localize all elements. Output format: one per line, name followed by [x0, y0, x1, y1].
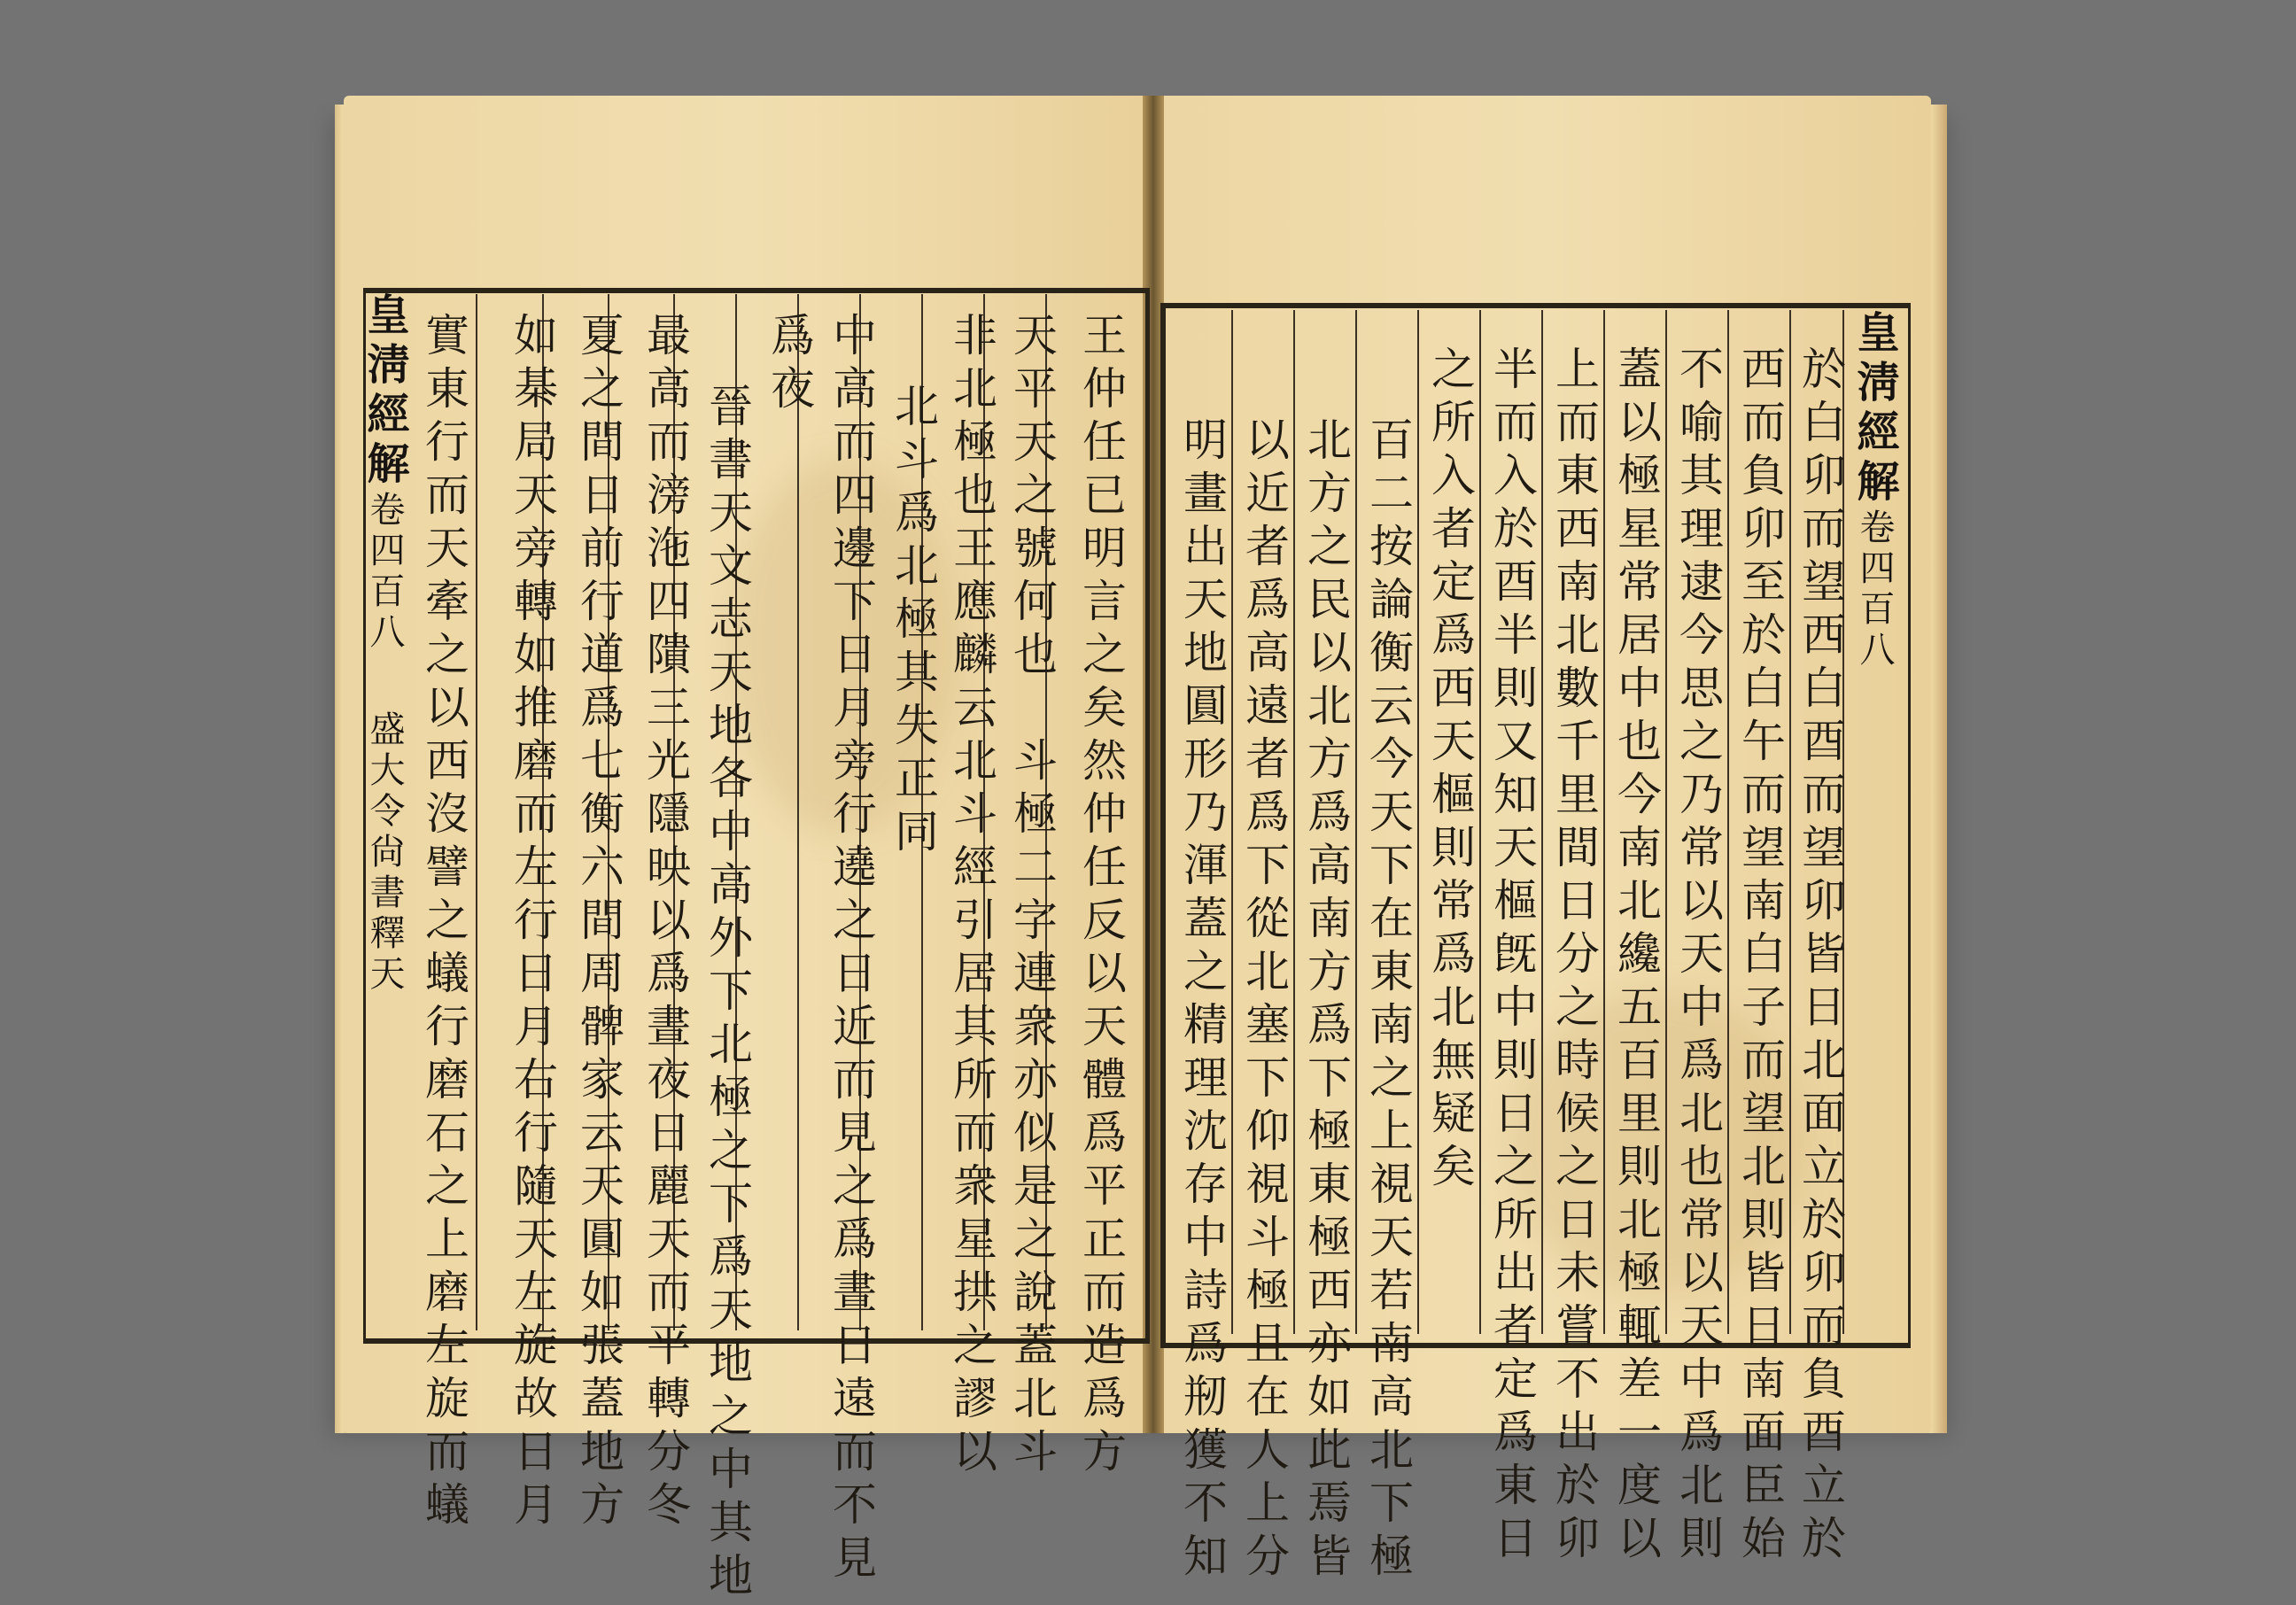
header-volume: 卷四百八: [1854, 508, 1895, 671]
text-column: 明畫出天地圓形乃渾蓋之精理沈存中詩爲剏獲不知: [1176, 416, 1228, 1586]
text-column: 最高而滂沲四隤三光隱映以爲晝夜日麗天而平轉分冬: [640, 312, 691, 1534]
column-rule: [1541, 310, 1543, 1334]
column-rule: [1355, 310, 1357, 1334]
column-rule: [1789, 310, 1791, 1334]
header-volume: 卷四百八: [364, 491, 405, 654]
text-column: 實東行而天牽之以西沒譬之蟻行磨石之上磨左旋而蟻: [418, 312, 469, 1534]
text-column: 天平天之號何也 斗極二字連衆亦似是之說蓋北斗: [1006, 312, 1058, 1481]
text-column: 百二按論衡云今天下在東南之上視天若南高北下極: [1362, 416, 1414, 1586]
header-title: 皇淸經解: [360, 292, 409, 491]
text-column: 西而負卯至於白午而望南白子而望北則皆日南面臣始: [1734, 345, 1786, 1568]
header-title: 皇淸經解: [1850, 310, 1899, 508]
text-column: 爲夜: [764, 312, 815, 418]
right-page-header: [1848, 310, 1901, 671]
text-column: 之所入者定爲西天樞則常爲北無疑矣: [1424, 345, 1476, 1196]
text-column: 不喻其理逮今思之乃常以天中爲北也常以天中爲北則: [1672, 345, 1724, 1568]
column-rule: [1293, 310, 1295, 1334]
column-rule: [1665, 310, 1667, 1334]
text-column: 中高而四邊下日月旁行遶之日近而見之爲晝日遠而不見: [826, 312, 877, 1587]
text-column: 如棊局天旁轉如推磨而左行日月右行隨天左旋故日月: [507, 312, 558, 1534]
text-column: 非北極也王應麟云北斗經引居其所而衆星拱之謬以: [946, 312, 997, 1481]
text-column: 以近者爲高遠者爲下從北塞下仰視斗極且在人上分: [1238, 416, 1290, 1586]
column-rule: [1479, 310, 1481, 1334]
text-column: 夏之間日前行道爲七衡六間周髀家云天圓如張蓋地方: [573, 312, 624, 1534]
column-rule: [1603, 310, 1605, 1334]
header-source: 盛大令尙書釋天: [364, 710, 405, 996]
text-column: 北方之民以北方爲高南方爲下極東極西亦如此焉皆: [1300, 416, 1352, 1586]
column-rule: [1231, 310, 1233, 1334]
text-column: 晉書天文志天地各中高外下北極之下爲天地之中其地: [702, 383, 753, 1605]
text-column: 半而入於酉半則又知天樞旣中則日之所出者定爲東日: [1486, 345, 1538, 1568]
column-rule: [1727, 310, 1729, 1334]
text-column: 蓋以極星常居中也今南北纔五百里則北極輒差一度以: [1610, 345, 1662, 1568]
text-column: 王仲任已明言之矣然仲任反以天體爲平正而造爲方: [1075, 312, 1127, 1481]
text-column: 上而東西南北數千里間日分之時候之日未嘗不出於卯: [1548, 345, 1600, 1568]
column-rule: [1417, 310, 1419, 1334]
text-column: 於白卯而望西白酉而望卯皆日北面立於卯而負酉立於: [1795, 345, 1846, 1568]
text-column: 北斗爲北極其失正同: [888, 383, 939, 861]
column-rule: [476, 294, 477, 1330]
column-rule: [797, 294, 799, 1330]
left-page-header: [358, 292, 411, 996]
